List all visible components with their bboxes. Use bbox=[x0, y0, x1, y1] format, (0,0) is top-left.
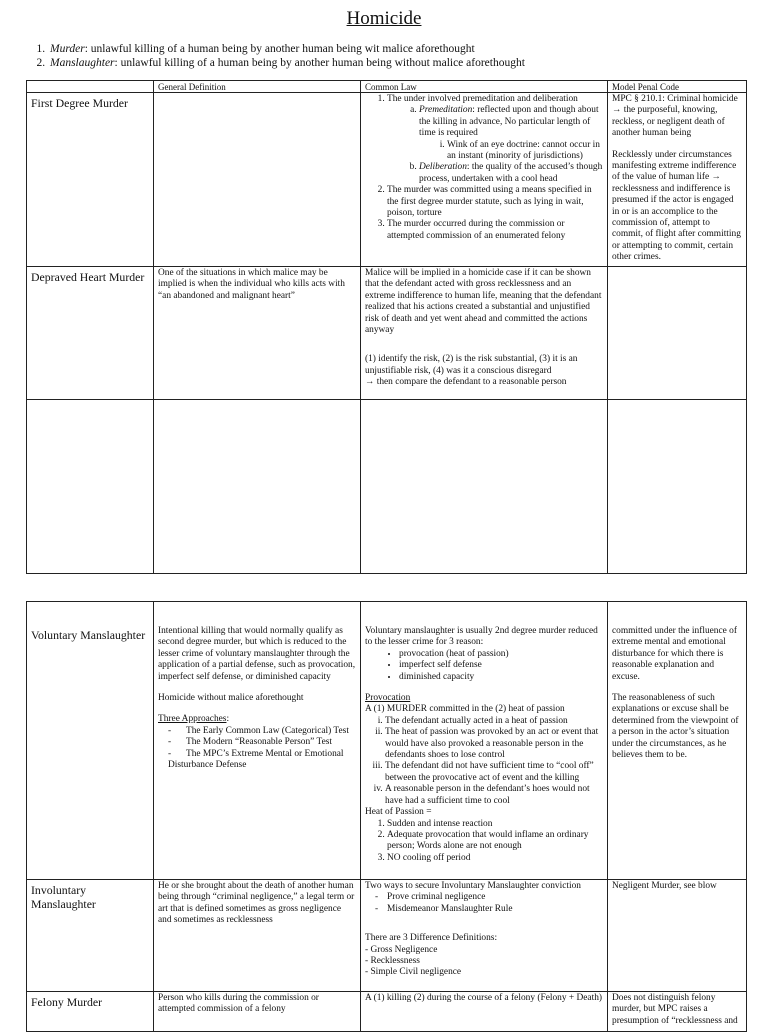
cell-empty bbox=[27, 400, 154, 574]
cell-mpc-involuntary: Negligent Murder, see blow bbox=[608, 880, 747, 992]
row-first-degree-murder bbox=[27, 93, 747, 267]
cell-common-law-felony: A (1) killing (2) during the course of a felony (Felony + Death) bbox=[361, 992, 608, 1032]
row-involuntary-manslaughter bbox=[27, 880, 747, 992]
cell-mpc-felony: Does not distinguish felony murder, but MPC raises a presumption of “recklessness and bbox=[608, 992, 747, 1032]
row-title-voluntary: Voluntary Manslaughter bbox=[27, 602, 154, 880]
homicide-table-1 bbox=[26, 80, 747, 574]
cell-general-first-degree bbox=[154, 93, 361, 267]
row-title-depraved-heart: Depraved Heart Murder bbox=[27, 267, 154, 400]
cell-empty bbox=[361, 400, 608, 574]
row-title-involuntary: Involuntary Manslaughter bbox=[27, 880, 154, 992]
cell-common-law-voluntary: Voluntary manslaughter is usually 2nd degree murder reduced to the lesser crime for 3 reason: • provocation (heat of passion) • imperfect self defense • diminished capacity Provocation A (1) MURDER committed in the (2) heat of passion i. The defendant actually acted in a heat of passion ii. The heat of passion was provoked by an act or event that would have also provoked a reasonable person in the defendants shoes to lose control iii. The defendant did not have sufficient time to “cool off” between the provocative act of event and the killing iv. A reasonable person in the defendant’s hoes would not have had a sufficient time to cool Heat of Passion = 1. Sudden and intense reaction 2. Adequate provocation that would inflame an ordinary person; Words alone are not enough 3. NO cooling off period bbox=[361, 602, 608, 880]
row-title-felony: Felony Murder bbox=[27, 992, 154, 1032]
cell-general-voluntary: Intentional killing that would normally qualify as second degree murder, but which is reduced to the lesser crime of voluntary manslaughter through the application of a partial defense, such as provocation, imperfect self defense, or diminished capacity Homicide without malice aforethought Three Approaches: - The Early Common Law (Categorical) Test - The Modern “Reasonable Person” Test - The MPC’s Extreme Mental or Emotional Disturbance Defense bbox=[154, 602, 361, 880]
cell-general-depraved-heart: One of the situations in which malice may be implied is when the individual who kills acts with “an abandoned and malignant heart” bbox=[154, 267, 361, 400]
definition-murder: 1. Murder: unlawful killing of a human being by another human being wit malice aforethought bbox=[48, 42, 525, 56]
page-title: Homicide bbox=[346, 8, 422, 29]
cell-common-law-involuntary: Two ways to secure Involuntary Manslaughter conviction - Prove criminal negligence - Misdemeanor Manslaughter Rule There are 3 Difference Definitions: - Gross Negligence - Recklessness - Simple Civil negligence bbox=[361, 880, 608, 992]
homicide-table-2 bbox=[26, 601, 747, 1032]
cell-empty bbox=[608, 400, 747, 574]
cell-general-involuntary: He or she brought about the death of another human being through “criminal negligence,” a legal term or art that is defined sometimes as gross negligence and sometimes as recklessness bbox=[154, 880, 361, 992]
cell-mpc-depraved-heart bbox=[608, 267, 747, 400]
row-felony-murder bbox=[27, 992, 747, 1032]
row-voluntary-manslaughter bbox=[27, 602, 747, 880]
definition-manslaughter: 2. Manslaughter: unlawful killing of a human being by another human being without malice aforethought bbox=[48, 56, 525, 70]
header-empty bbox=[27, 81, 154, 93]
table-header-row bbox=[27, 81, 747, 93]
definitions-list bbox=[30, 42, 525, 70]
row-title-first-degree: First Degree Murder bbox=[27, 93, 154, 267]
cell-empty bbox=[154, 400, 361, 574]
row-depraved-heart-murder bbox=[27, 267, 747, 400]
cell-general-felony: Person who kills during the commission or attempted commission of a felony bbox=[154, 992, 361, 1032]
cell-common-law-depraved-heart: Malice will be implied in a homicide case if it can be shown that the defendant acted with gross recklessness and an extreme indifference to human life, meaning that the defendant realized that his actions created a substantial and unjustified risk of death and yet went ahead and committed the actions anyway (1) identify the risk, (2) is the risk substantial, (3) it is an unjustifiable risk, (4) was it a conscious disregard → then compare the defendant to a reasonable person bbox=[361, 267, 608, 400]
cell-mpc-voluntary: committed under the influence of extreme mental and emotional disturbance for which there is reasonable explanation and excuse. The reasonableness of such explanations or excuse shall be determined from the viewpoint of a person in the actor’s situation under the circumstances, as he believes them to be. bbox=[608, 602, 747, 880]
header-common-law: Common Law bbox=[361, 81, 608, 93]
row-empty bbox=[27, 400, 747, 574]
cell-mpc-first-degree: MPC § 210.1: Criminal homicide → the purposeful, knowing, reckless, or negligent death of another human being Recklessly under circumstances manifesting extreme indifference of the value of human life → recklessness and indifference is presumed if the actor is engaged in or is an accomplice to the commission of, attempt to commit, of flight after committing or attempting to commit, certain other crimes. bbox=[608, 93, 747, 267]
cell-common-law-first-degree: 1. The under involved premeditation and deliberation a. Premeditation: reflected upon and though about the killing in advance, No particular length of time is required i. Wink of an eye doctrine: cannot occur in an instant (minority of jurisdictions) b. Deliberation: the quality of the accused’s though process, undertaken with a cool head 2. The murder was committed using a means specified in the first degree murder statute, such as lying in wait, poison, torture 3. The murder occurred during the commission or attempted commission of an enumerated felony bbox=[361, 93, 608, 267]
header-general-definition: General Definition bbox=[154, 81, 361, 93]
header-model-penal-code: Model Penal Code bbox=[608, 81, 747, 93]
